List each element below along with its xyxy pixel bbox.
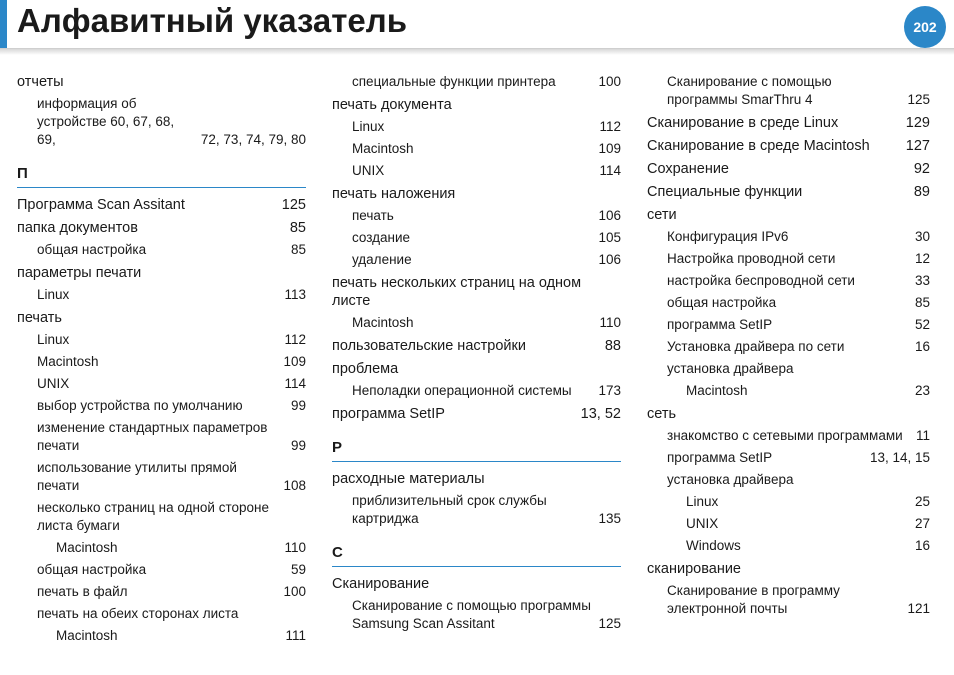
index-page-ref: 109 (598, 141, 621, 156)
index-page-ref: 109 (283, 354, 306, 369)
index-term: программа SetIP (667, 450, 773, 465)
index-entry (332, 274, 621, 310)
index-entry (332, 229, 621, 247)
index-page-ref: 52 (914, 317, 930, 332)
index-entry (17, 539, 306, 557)
index-entry (332, 360, 621, 378)
index-page-ref: 85 (914, 295, 930, 310)
index-page-ref: 125 (598, 616, 621, 631)
index-term: печать (17, 310, 62, 326)
index-page-ref: 88 (604, 338, 621, 354)
index-term: программа SetIP (332, 406, 445, 422)
index-entry (17, 499, 306, 535)
index-entry (647, 228, 930, 246)
index-page-ref: 173 (598, 383, 621, 398)
index-term: выбор устройства по умолчанию (37, 398, 243, 413)
index-page-ref: 72, 73, 74, 79, 80 (200, 132, 306, 147)
index-page-ref: 99 (290, 438, 306, 453)
index-term: специальные функции принтера (352, 74, 556, 89)
index-entry (332, 492, 621, 528)
index-entry (647, 537, 930, 555)
index-entry (647, 160, 930, 178)
index-term: настройка беспроводной сети (667, 273, 855, 288)
index-entry (17, 309, 306, 327)
index-entry (17, 219, 306, 237)
index-column-1 (17, 73, 306, 645)
index-page-ref: 108 (283, 478, 306, 493)
index-entry (17, 459, 306, 495)
index-term: Специальные функции (647, 184, 803, 200)
index-page-ref: 25 (914, 494, 930, 509)
index-term: печать на обеих сторонах листа (37, 606, 239, 621)
page-number-badge: 202 (904, 6, 946, 48)
index-term: Linux (686, 494, 719, 509)
index-page-ref: 92 (913, 161, 930, 177)
index-entry (17, 264, 306, 282)
index-entry (332, 207, 621, 225)
index-page-ref: 16 (914, 339, 930, 354)
index-page-ref: 30 (914, 229, 930, 244)
index-entry (647, 250, 930, 268)
index-entry (332, 382, 621, 400)
index-term: Сохранение (647, 161, 729, 177)
index-page-ref: 110 (599, 315, 621, 330)
index-term: Неполадки операционной системы (352, 383, 572, 398)
index-term: Macintosh (686, 383, 748, 398)
index-entry (17, 286, 306, 304)
index-entry (647, 272, 930, 290)
page-title: Алфавитный указатель (17, 2, 408, 39)
index-term: печать документа (332, 97, 452, 113)
index-term: общая настройка (37, 242, 147, 257)
index-page-ref: 114 (599, 163, 621, 178)
index-entry (647, 515, 930, 533)
index-term: Сканирование в программу электронной почты (667, 583, 840, 616)
index-term: Macintosh (56, 628, 118, 643)
index-page-ref: 129 (905, 115, 930, 131)
index-term: удаление (352, 252, 412, 267)
index-entry (647, 427, 930, 445)
header-accent-bar (0, 0, 7, 52)
index-entry (17, 583, 306, 601)
index-page-ref: 106 (598, 208, 621, 223)
index-entry (647, 338, 930, 356)
index-term: параметры печати (17, 265, 142, 281)
index-entry (332, 96, 621, 114)
index-entry (647, 449, 930, 467)
index-term: Настройка проводной сети (667, 251, 836, 266)
index-term: Установка драйвера по сети (667, 339, 845, 354)
index-column-2 (332, 73, 621, 633)
index-entry (647, 471, 930, 489)
index-term: Linux (37, 287, 70, 302)
index-entry (17, 375, 306, 393)
index-page-ref: 89 (913, 184, 930, 200)
index-term: установка драйвера (667, 361, 794, 376)
index-term: общая настройка (667, 295, 777, 310)
index-page-ref: 16 (914, 538, 930, 553)
index-entry (332, 162, 621, 180)
index-term: сети (647, 207, 677, 223)
index-page-ref: 127 (905, 138, 930, 154)
index-term: печать наложения (332, 186, 456, 202)
index-page-ref: 33 (914, 273, 930, 288)
index-entry (332, 251, 621, 269)
index-term: программа SetIP (667, 317, 773, 332)
index-term: расходные материалы (332, 471, 485, 487)
index-entry (332, 73, 621, 91)
index-term: общая настройка (37, 562, 147, 577)
index-entry (647, 382, 930, 400)
index-entry (332, 314, 621, 332)
index-page-ref: 100 (283, 584, 306, 599)
index-entry (332, 185, 621, 203)
index-page-ref: 125 (281, 197, 306, 213)
index-term: Сканирование с помощью программы Samsung Scan Assitant (352, 598, 591, 631)
index-entry (647, 582, 930, 618)
index-term: проблема (332, 361, 399, 377)
index-entry (647, 294, 930, 312)
index-term: печать (352, 208, 394, 223)
index-term: печать в файл (37, 584, 128, 599)
index-entry (332, 405, 621, 423)
index-page-ref: 121 (907, 601, 930, 616)
index-entry (17, 95, 306, 149)
index-entry (647, 206, 930, 224)
index-term: установка драйвера (667, 472, 794, 487)
index-entry (332, 118, 621, 136)
index-term: создание (352, 230, 411, 245)
index-term: папка документов (17, 220, 138, 236)
index-page-ref: 105 (598, 230, 621, 245)
index-term: Сканирование (332, 576, 430, 592)
index-term: Linux (37, 332, 70, 347)
index-term: Macintosh (352, 141, 414, 156)
index-term: использование утилиты прямой печати (37, 460, 237, 493)
index-page-ref: 100 (598, 74, 621, 89)
index-term: сеть (647, 406, 677, 422)
index-page-ref: 112 (284, 332, 306, 347)
index-term: Windows (686, 538, 741, 553)
index-page-ref: 114 (284, 376, 306, 391)
index-entry (647, 73, 930, 109)
index-entry (647, 360, 930, 378)
index-entry (647, 114, 930, 132)
index-entry (332, 140, 621, 158)
index-entry (647, 560, 930, 578)
index-page-ref: 59 (290, 562, 306, 577)
index-term: Конфигурация IPv6 (667, 229, 789, 244)
index-entry (332, 575, 621, 593)
index-entry (332, 337, 621, 355)
index-page-ref: 27 (914, 516, 930, 531)
index-section-letter: С (332, 544, 621, 567)
index-page-ref: 11 (915, 428, 930, 443)
index-term: Macintosh (37, 354, 99, 369)
index-term: пользовательские настройки (332, 338, 526, 354)
index-term: UNIX (352, 163, 385, 178)
index-entry (332, 597, 621, 633)
index-entry (17, 331, 306, 349)
page-header (0, 0, 954, 56)
index-entry (17, 605, 306, 623)
index-entry (647, 405, 930, 423)
index-entry (332, 470, 621, 488)
index-term: изменение стандартных параметров печати (37, 420, 268, 453)
index-page-ref: 13, 14, 15 (869, 450, 930, 465)
index-page-ref: 113 (284, 287, 306, 302)
index-section-letter: Р (332, 439, 621, 462)
index-entry (17, 397, 306, 415)
index-term: сканирование (647, 561, 741, 577)
index-page-ref: 12 (914, 251, 930, 266)
index-page-ref: 112 (599, 119, 621, 134)
index-entry (647, 493, 930, 511)
index-entry (647, 137, 930, 155)
index-term: печать нескольких страниц на одном листе (332, 275, 582, 309)
index-page-ref: 106 (598, 252, 621, 267)
index-section-letter: П (17, 165, 306, 188)
index-term: знакомство с сетевыми программами (667, 428, 903, 443)
index-page-ref: 125 (907, 92, 930, 107)
index-entry (17, 196, 306, 214)
index-term: UNIX (686, 516, 719, 531)
index-page-ref: 99 (290, 398, 306, 413)
index-term: приблизительный срок службы картриджа (352, 493, 547, 526)
index-term: Сканирование с помощью программы SmarThru 4 (667, 74, 832, 107)
index-term: информация об устройстве 60, 67, 68, 69, (37, 96, 175, 147)
index-page-ref: 111 (285, 628, 306, 643)
index-page-ref: 13, 52 (580, 406, 621, 422)
index-term: Macintosh (56, 540, 118, 555)
index-entry (17, 627, 306, 645)
index-page-ref: 135 (598, 511, 621, 526)
index-term: Macintosh (352, 315, 414, 330)
index-term: UNIX (37, 376, 70, 391)
index-term: Сканирование в среде Macintosh (647, 138, 870, 154)
index-page-ref: 23 (914, 383, 930, 398)
index-page-ref: 85 (290, 242, 306, 257)
index-entry (17, 419, 306, 455)
header-divider (0, 48, 954, 55)
index-term: Linux (352, 119, 385, 134)
index-column-3 (647, 73, 930, 618)
index-entry (647, 183, 930, 201)
index-entry (647, 316, 930, 334)
index-term: несколько страниц на одной стороне листа бумаги (37, 500, 269, 533)
index-term: Сканирование в среде Linux (647, 115, 839, 131)
index-entry (17, 353, 306, 371)
index-page-ref: 110 (284, 540, 306, 555)
index-term: Программа Scan Assitant (17, 197, 185, 213)
index-entry (17, 561, 306, 579)
index-page-ref: 85 (289, 220, 306, 236)
index-entry (17, 241, 306, 259)
index-entry (17, 73, 306, 91)
index-term: отчеты (17, 74, 64, 90)
